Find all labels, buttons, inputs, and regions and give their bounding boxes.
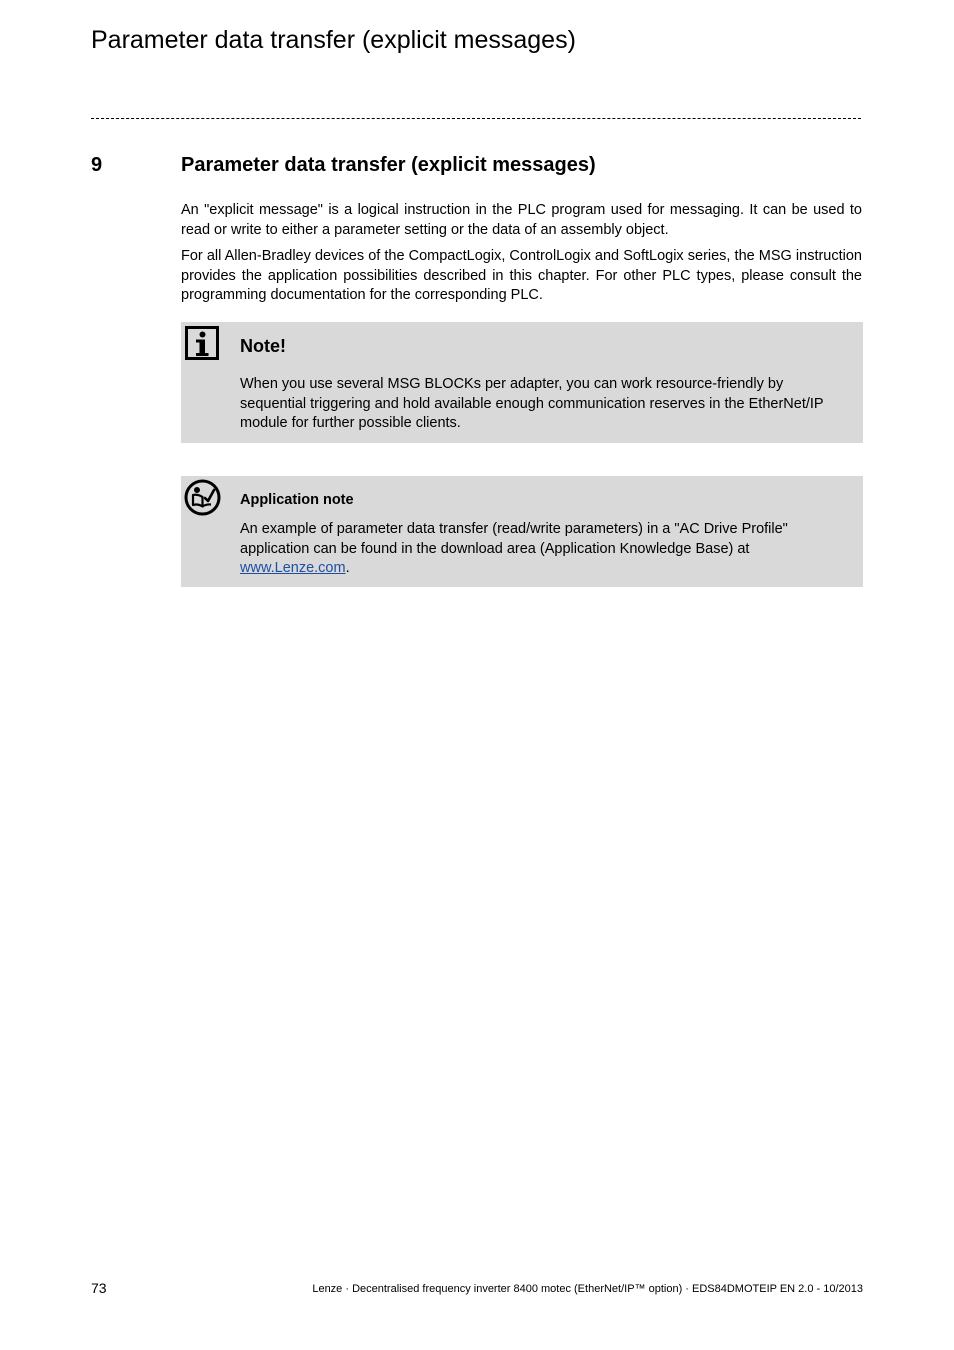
note-heading: Note! <box>240 336 286 356</box>
running-title: Parameter data transfer (explicit messages) <box>91 26 576 54</box>
page-number: 73 <box>91 1280 107 1296</box>
lenze-website-link[interactable]: www.Lenze.com <box>240 560 346 576</box>
application-note-box <box>181 476 863 587</box>
note-body: When you use several MSG BLOCKs per adapter, you can work resource-friendly by sequential triggering and hold available enough communication reserves in the EtherNet/IP module for further possible clients. <box>240 376 824 431</box>
intro-paragraph: An "explicit message" is a logical instruction in the PLC program used for messaging. It can be used to read or write to either a parameter setting or the data of an assembly object. <box>181 202 862 238</box>
info-icon <box>185 326 219 360</box>
chapter-number: 9 <box>91 154 103 176</box>
application-note-heading: Application note <box>240 492 354 508</box>
footer-text: Lenze · Decentralised frequency inverter 8400 motec (EtherNet/IP™ option) · EDS84DMOTEIP EN 2.0 - 10/2013 <box>312 1283 863 1295</box>
note-box <box>181 322 863 443</box>
application-note-icon <box>184 479 221 516</box>
application-note-body <box>240 520 850 579</box>
application-note-period: . <box>345 560 350 576</box>
plc-paragraph: For all Allen-Bradley devices of the CompactLogix, ControlLogix and SoftLogix series, the MSG instruction provides the application possibilities described in this chapter. For other PLC types, please consult the programming documentation for the corresponding PLC. <box>181 248 862 303</box>
header-divider <box>91 118 861 119</box>
application-note-text: An example of parameter data transfer (read/write parameters) in a "AC Drive Profile" application can be found in the download area (Application Knowledge Base) at <box>240 521 788 557</box>
chapter-title: Parameter data transfer (explicit messages) <box>181 154 596 176</box>
